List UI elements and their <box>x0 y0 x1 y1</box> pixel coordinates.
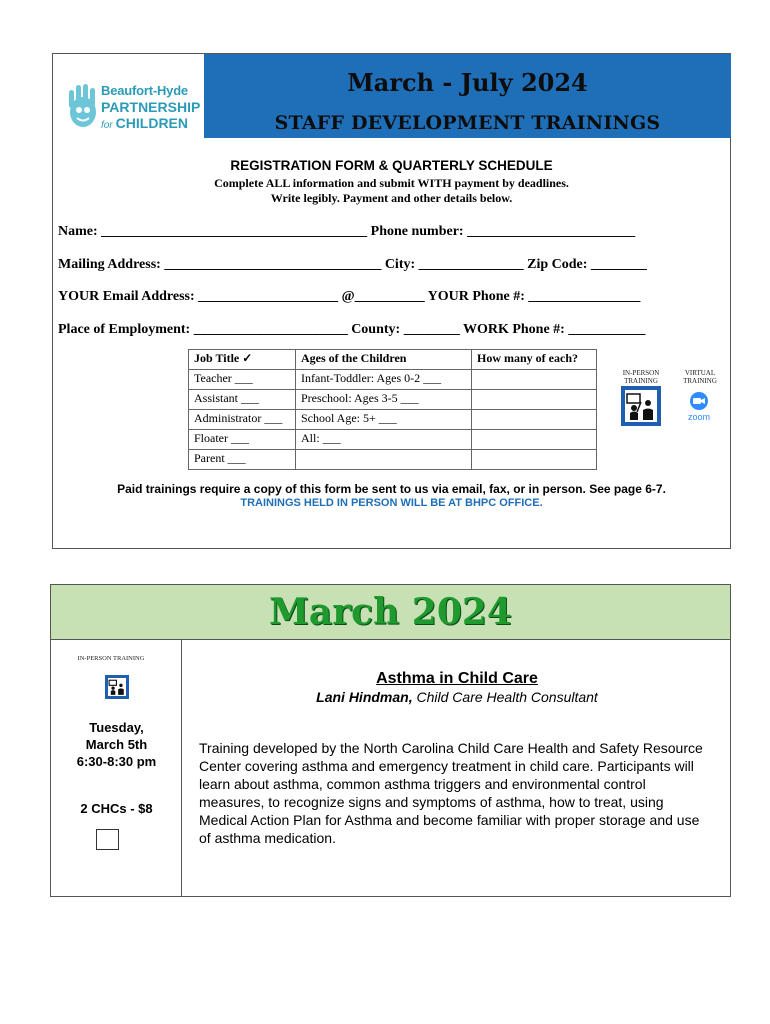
logo-line-1: Beaufort-Hyde <box>101 83 188 98</box>
name-phone-field[interactable]: Name: ______________________________________ Phone number: ________________________ <box>58 224 636 239</box>
logo-for: for <box>101 120 113 131</box>
presenter-name: Lani Hindman, <box>316 689 413 705</box>
inperson-training-label: IN-PERSON TRAINING <box>77 655 145 662</box>
table-row <box>189 410 597 430</box>
table-row <box>189 370 597 390</box>
register-checkbox[interactable] <box>96 829 119 850</box>
session-time: 6:30-8:30 pm <box>76 754 157 769</box>
count-cell[interactable] <box>472 410 597 430</box>
logo-text <box>101 84 200 131</box>
month-title: March 2024 <box>269 591 512 633</box>
virtual-training-label: VIRTUAL TRAINING <box>683 369 717 385</box>
inperson-training-label: IN-PERSON TRAINING <box>622 369 660 385</box>
age-preschool[interactable]: Preschool: Ages 3-5 ___ <box>296 390 472 410</box>
table-row <box>189 390 597 410</box>
logo-line-2: PARTNERSHIP <box>101 99 201 115</box>
month-banner <box>51 585 730 640</box>
handprint-logo-icon <box>65 82 101 132</box>
course-description: Training developed by the North Carolina Child Care Health and Safety Resource Center covering asthma and emergency treatment in child care. Participants will learn about asthma, common asthma triggers and environmental control measures, to recognize signs and symptoms of asthma, how to treat, using Medical Action Plan for Asthma and become familiar with proper storage and use of asthma medication. <box>199 740 703 846</box>
table-header-row <box>189 350 597 370</box>
course-title: Asthma in Child Care <box>376 670 538 687</box>
count-cell[interactable] <box>472 430 597 450</box>
form-title: REGISTRATION FORM & QUARTERLY SCHEDULE <box>230 158 553 173</box>
location-note: TRAININGS HELD IN PERSON WILL BE AT BHPC OFFICE. <box>240 497 543 509</box>
job-parent[interactable]: Parent ___ <box>189 450 296 470</box>
table-row <box>189 430 597 450</box>
inperson-training-icon <box>105 675 129 699</box>
count-cell[interactable] <box>472 370 597 390</box>
count-cell <box>472 450 597 470</box>
job-administrator[interactable]: Administrator ___ <box>189 410 296 430</box>
job-title-table <box>188 349 597 470</box>
instruction-line-1: Complete ALL information and submit WITH payment by deadlines. <box>214 176 569 190</box>
page-title: March - July 2024 <box>347 68 588 97</box>
mailing-address-field[interactable]: Mailing Address: _______________________________ City: _______________ Zip Code: ________ <box>58 257 647 272</box>
instruction-line-2: Write legibly. Payment and other details below. <box>270 191 513 205</box>
session-datetime <box>51 719 182 770</box>
count-cell[interactable] <box>472 390 597 410</box>
session-date: March 5th <box>85 737 148 752</box>
march-training-box <box>50 584 731 897</box>
header-banner <box>204 54 731 138</box>
email-phone-field[interactable]: YOUR Email Address: ____________________ @__________ YOUR Phone #: ________________ <box>58 289 641 304</box>
session-day: Tuesday, <box>89 720 144 735</box>
zoom-icon <box>686 390 712 427</box>
registration-box <box>52 53 731 549</box>
presenter-role: Child Care Health Consultant <box>412 689 598 705</box>
job-assistant[interactable]: Assistant ___ <box>189 390 296 410</box>
col-header-job-title: Job Title ✓ <box>189 350 296 370</box>
job-floater[interactable]: Floater ___ <box>189 430 296 450</box>
table-row <box>189 450 597 470</box>
form-instructions <box>53 176 730 206</box>
logo-children: CHILDREN <box>115 115 189 131</box>
paid-trainings-note: Paid trainings require a copy of this form be sent to us via email, fax, or in person. See page 6-7. <box>117 482 666 496</box>
age-all[interactable]: All: ___ <box>296 430 472 450</box>
presenter <box>182 689 732 705</box>
age-school-age[interactable]: School Age: 5+ ___ <box>296 410 472 430</box>
col-header-ages: Ages of the Children <box>296 350 472 370</box>
session-credits-price: 2 CHCs - $8 <box>80 801 153 816</box>
inperson-training-icon <box>621 386 661 426</box>
age-empty <box>296 450 472 470</box>
employment-field[interactable]: Place of Employment: ______________________ County: ________ WORK Phone #: ___________ <box>58 322 646 337</box>
logo <box>53 54 204 138</box>
age-infant-toddler[interactable]: Infant-Toddler: Ages 0-2 ___ <box>296 370 472 390</box>
zoom-text: zoom <box>687 412 711 422</box>
job-teacher[interactable]: Teacher ___ <box>189 370 296 390</box>
col-header-count: How many of each? <box>472 350 597 370</box>
page-subtitle: STAFF DEVELOPMENT TRAININGS <box>274 112 661 134</box>
logo-line-3 <box>101 116 200 131</box>
